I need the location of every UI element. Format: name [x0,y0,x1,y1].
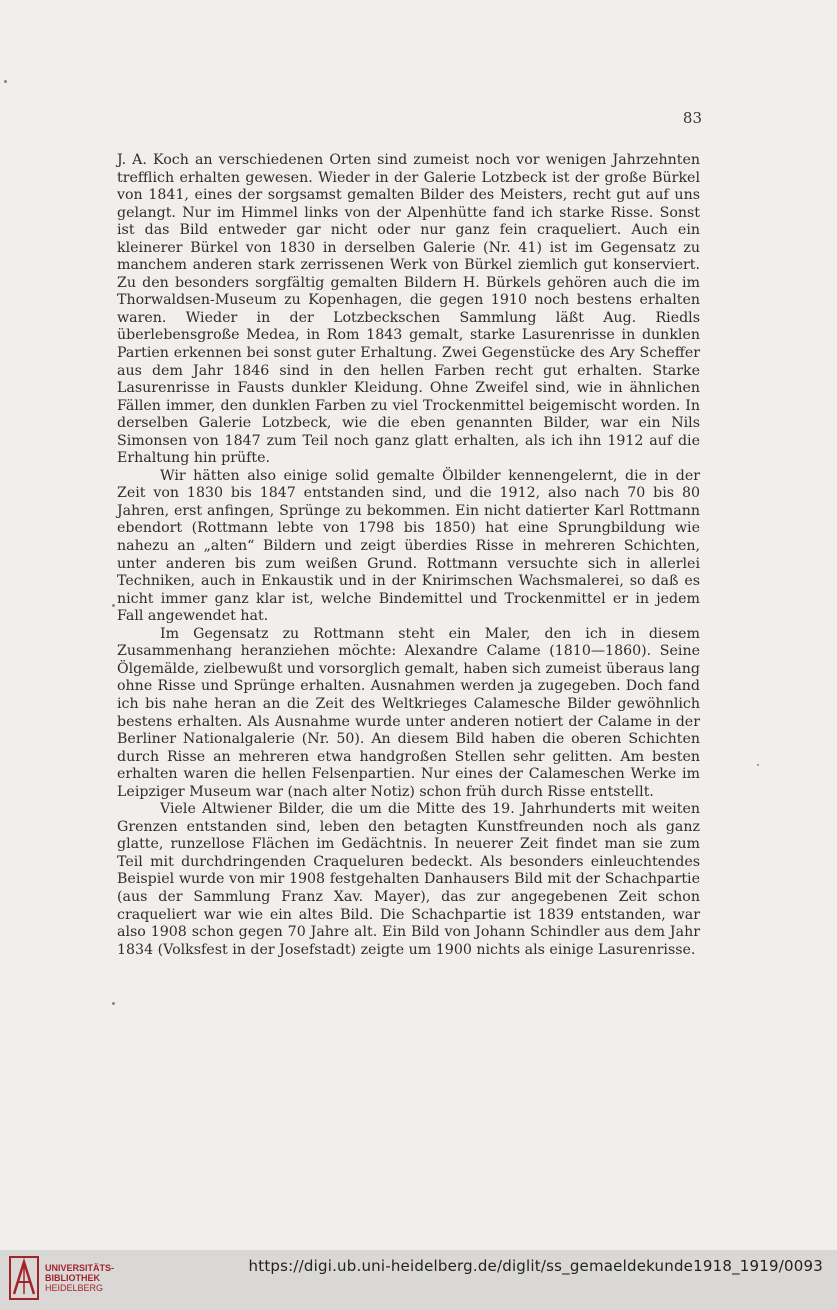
paragraph: Viele Altwiener Bilder, die um die Mitte des 19. Jahrhunderts mit weiten Grenzen entstanden sind, leben den betagten Kunstfreunden noch als ganz glatte, runzellose Flächen im Gedächtnis. In neuerer Zeit findet man sie zum Teil mit durchdringenden Craqueluren bedeckt. Als besonders einleuchtendes Beispiel wurde von mir 1908 festgehalten Danhausers Bild mit der Schachpartie (aus der Sammlung Franz Xav. Mayer), das zur angegebenen Zeit schon craqueliert war wie ein altes Bild. Die Schachpartie ist 1839 entstanden, war also 1908 schon gegen 70 Jahre alt. Ein Bild von Johann Schindler aus dem Jahr 1834 (Volksfest in der Josefstadt) zeigte um 1900 nichts als einige Lasurenrisse. [117,801,700,958]
scan-speck [757,764,759,766]
ub-heidelberg-logo-icon [9,1256,39,1300]
paragraph: Im Gegensatz zu Rottmann steht ein Maler, den ich in diesem Zusammenhang heranziehen möchte: Alexandre Calame (1810—1860). Seine Ölgemälde, zielbewußt und vorsorglich gemalt, haben sich zumeist überaus lang ohne Risse und Sprünge erhalten. Ausnahmen werden ja zugegeben. Doch fand ich bis nahe heran an die Zeit des Weltkrieges Calamesche Bilder gewöhnlich bestens erhalten. Als Ausnahme wurde unter anderen notiert der Calame in der Berliner Nationalgalerie (Nr. 50). An diesem Bild haben die oberen Schichten durch Risse an mehreren etwa handgroßen Stellen sehr gelitten. Am besten erhalten waren die hellen Felsenpartien. Nur eines der Calameschen Werke im Leipziger Museum war (nach alter Notiz) schon früh durch Risse entstellt. [117,625,700,800]
scan-speck [4,80,7,83]
page-number: 83 [682,109,702,127]
library-logo[interactable] [9,1256,114,1300]
paragraph: J. A. Koch an verschiedenen Orten sind zumeist noch vor wenigen Jahrzehnten trefflich erhalten gewesen. Wieder in der Galerie Lotzbeck ist der große Bürkel von 1841, eines der sorgsamst gemalten Bilder des Meisters, recht gut auf uns gelangt. Nur im Himmel links von der Alpenhütte fand ich starke Risse. Sonst ist das Bild entweder gar nicht oder nur ganz fein craqueliert. Auch ein kleinerer Bürkel von 1830 in derselben Galerie (Nr. 41) ist im Gegensatz zu manchem anderen stark zerrissenen Werk von Bürkel ziemlich gut konserviert. Zu den besonders sorgfältig gemalten Bildern H. Bürkels gehören auch die im Thorwaldsen-Museum zu Kopenhagen, die gegen 1910 noch bestens erhalten waren. Wieder in der Lotzbeckschen Sammlung läßt Aug. Riedls überlebensgroße Medea, in Rom 1843 gemalt, starke Lasurenrisse in dunklen Partien erkennen bei sonst guter Erhaltung. Zwei Gegenstücke des Ary Scheffer aus dem Jahr 1846 sind in den hellen Farben recht gut erhalten. Starke Lasurenrisse in Fausts dunkler Kleidung. Ohne Zweifel sind, wie in ähnlichen Fällen immer, den dunklen Farben zu viel Trockenmittel beigemischt worden. In derselben Galerie Lotzbeck, wie die eben genannten Bilder, war ein Nils Simonsen von 1847 zum Teil noch ganz glatt erhalten, als ich ihn 1912 auf die Erhaltung hin prüfte. [117,152,700,467]
body-text [117,152,700,959]
logo-line: UNIVERSITÄTS- [45,1263,115,1273]
scan-speck [112,604,115,607]
logo-line: HEIDELBERG [45,1283,104,1293]
permalink-url[interactable]: https://digi.ub.uni-heidelberg.de/diglit/ss_gemaeldekunde1918_1919/0093 [248,1257,823,1275]
scan-speck [112,1002,115,1005]
paragraph: Wir hätten also einige solid gemalte Ölbilder kennengelernt, die in der Zeit von 1830 bis 1847 entstanden sind, und die 1912, also nach 70 bis 80 Jahren, erst anfingen, Sprünge zu bekommen. Ein nicht datierter Karl Rottmann ebendort (Rottmann lebte von 1798 bis 1850) hat eine Sprungbildung wie nahezu an „alten“ Bildern und zeigt überdies Risse in mehreren Schichten, unter anderen bis zum weißen Grund. Rottmann versuchte sich in allerlei Techniken, auch in Enkaustik und in der Knirimschen Wachsmalerei, so daß es nicht immer ganz klar ist, welche Bindemittel und Trockenmittel er in jedem Fall angewendet hat. [117,467,700,625]
logo-line: BIBLIOTHEK [45,1273,100,1283]
logo-text [45,1263,114,1293]
